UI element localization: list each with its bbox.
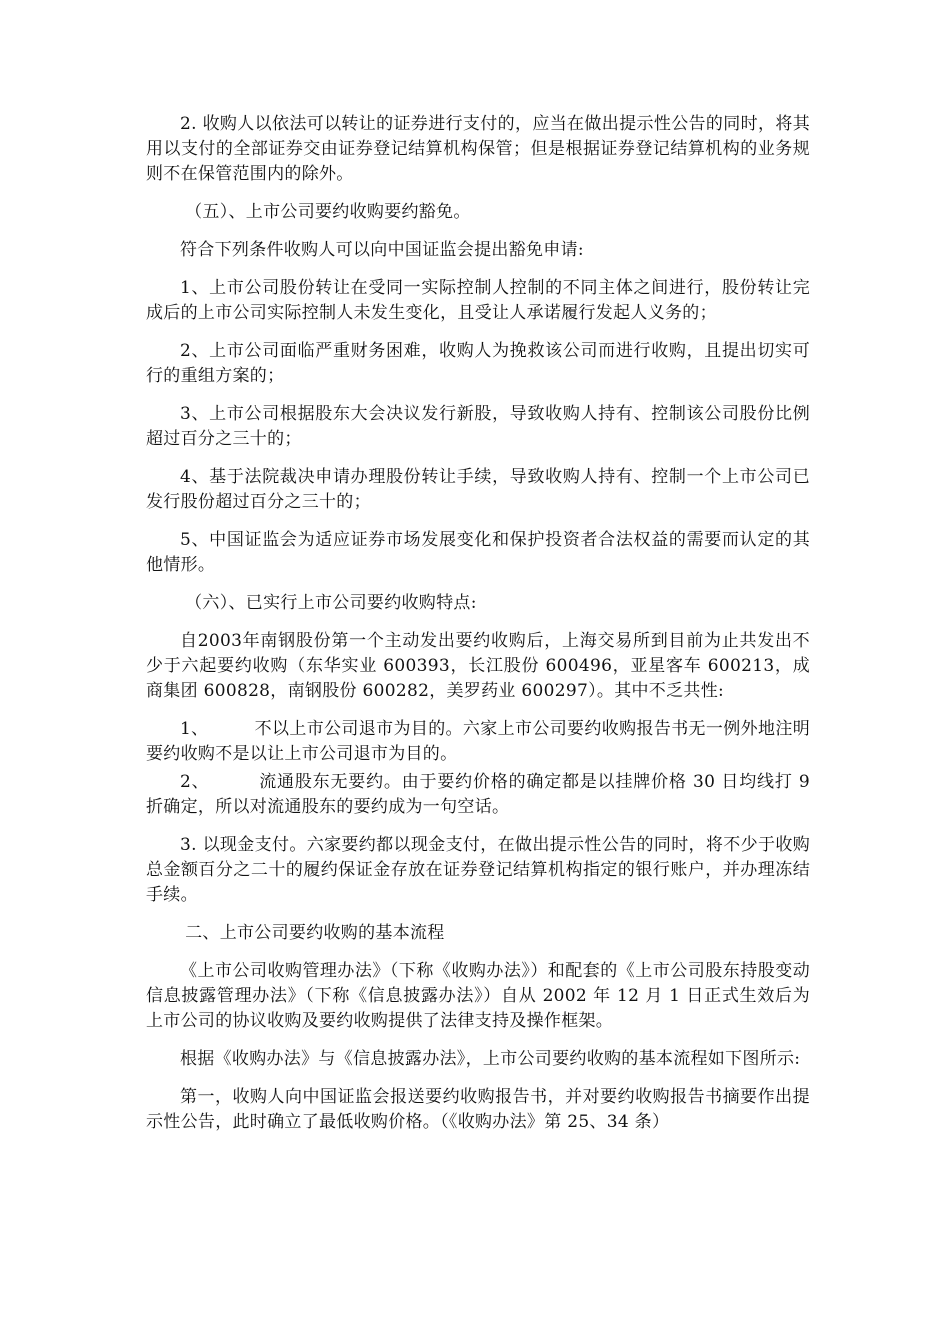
list-item-condition-3: 3、上市公司根据股东大会决议发行新股，导致收购人持有、控制该公司股份比例超过百分之三十的； — [146, 404, 810, 449]
section-heading-exemption: （五）、上市公司要约收购要约豁免。 — [185, 202, 471, 222]
paragraph-exemption-intro: 符合下列条件收购人可以向中国证监会提出豁免申请: — [180, 240, 584, 260]
paragraph-regulations: 《上市公司收购管理办法》（下称《收购办法》）和配套的《上市公司股东持股变动信息披露管理办法》（下称《信息披露办法》）自从 2002 年 12 月 1 日正式生效后为上市公司的协议收购及要约收购提供了法律支持及操作框架。 — [146, 961, 810, 1031]
section-heading-features: （六）、已实行上市公司要约收购特点: — [185, 593, 477, 613]
list-item-feature-3: 3. 以现金支付。六家要约都以现金支付，在做出提示性公告的同时，将不少于收购总金额百分之二十的履约保证金存放在证券登记结算机构指定的银行账户，并办理冻结手续。 — [146, 835, 810, 905]
list-item-condition-2: 2、上市公司面临严重财务困难，收购人为挽救该公司而进行收购，且提出切实可行的重组方案的； — [146, 341, 810, 386]
section-heading-process: 二、上市公司要约收购的基本流程 — [185, 923, 445, 943]
list-item-condition-1: 1、上市公司股份转让在受同一实际控制人控制的不同主体之间进行，股份转让完成后的上市公司实际控制人未发生变化，且受让人承诺履行发起人义务的； — [146, 278, 810, 323]
list-item-condition-4: 4、基于法院裁决申请办理股份转让手续，导致收购人持有、控制一个上市公司已发行股份超过百分之三十的； — [146, 467, 810, 512]
list-item-condition-5: 5、中国证监会为适应证券市场发展变化和保护投资者合法权益的需要而认定的其他情形。 — [146, 530, 810, 575]
paragraph-process-intro: 根据《收购办法》与《信息披露办法》，上市公司要约收购的基本流程如下图所示: — [180, 1049, 801, 1069]
paragraph-step-1: 第一，收购人向中国证监会报送要约收购报告书，并对要约收购报告书摘要作出提示性公告，此时确立了最低收购价格。（《收购办法》第 25、34 条） — [146, 1087, 810, 1132]
list-item-feature-2: 2、 流通股东无要约。由于要约价格的确定都是以挂牌价格 30 日均线打 9 折确定，所以对流通股东的要约成为一句空话。 — [146, 772, 816, 817]
paragraph-features-intro: 自2003年南钢股份第一个主动发出要约收购后，上海交易所到目前为止共发出不少于六起要约收购（东华实业 600393，长江股份 600496，亚星客车 600213，成商集团 600828，南钢股份 600282，美罗药业 600297）。其中不乏共性: — [146, 631, 810, 701]
list-item-feature-1: 1、 不以上市公司退市为目的。六家上市公司要约收购报告书无一例外地注明要约收购不是以让上市公司退市为目的。 — [146, 719, 810, 764]
document-page — [146, 112, 816, 1148]
paragraph-securities-payment: 2. 收购人以依法可以转让的证券进行支付的，应当在做出提示性公告的同时，将其用以支付的全部证券交由证券登记结算机构保管；但是根据证券登记结算机构的业务规则不在保管范围内的除外。 — [146, 114, 810, 184]
